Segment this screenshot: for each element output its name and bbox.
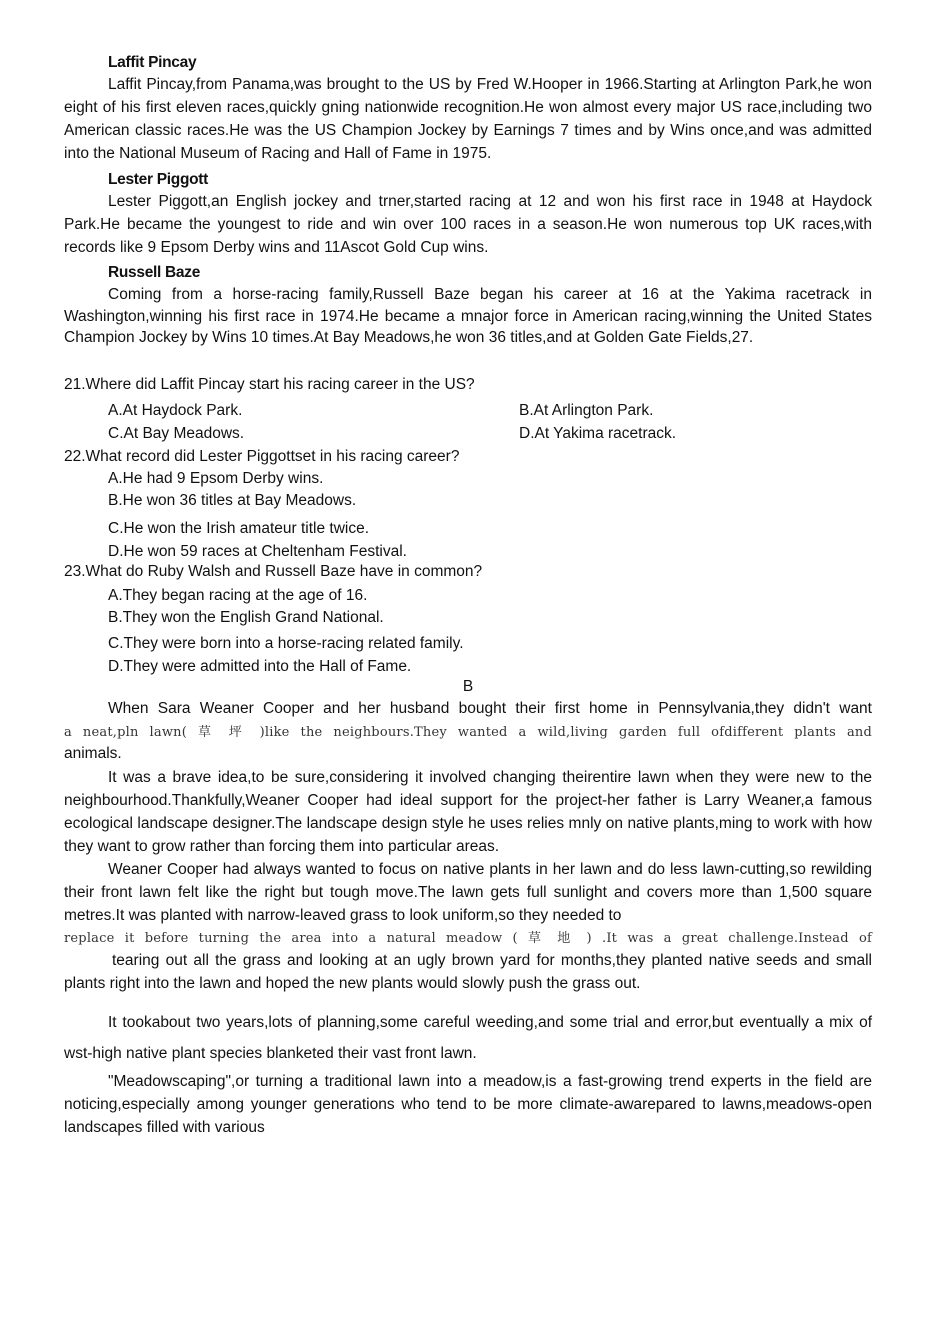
entry-heading-piggott: Lester Piggott	[108, 171, 209, 188]
passage-b-p2: It was a brave idea,to be sure,considering it involved changing theirentire lawn when they were new to the neighbourhood.Thankfully,Weaner Cooper had ideal support for the project-her father is Larry Weaner,a famous ecological landscape designer.The landscape design style he uses relies mnly on native plants,ming to work with how they want to grow rather than forcing them into particular areas.	[64, 769, 872, 855]
entry-heading-pincay: Laffit Pincay	[108, 54, 197, 71]
entry-text-piggott: Lester Piggott,an English jockey and trner,started racing at 12 and won his first race in 1948 at Haydock Park.He became the youngest to ride and win over 100 races in a season.He won numerous top UK races,with records like 9 Epsom Derby wins and 11Ascot Gold Cup wins.	[64, 193, 872, 256]
passage-b-p3-a: Weaner Cooper had always wanted to focus on native plants in her lawn and do less lawn-cutting,so rewilding their front lawn felt like the right but tough move.The lawn gets full sunlight and covers more than 1,500 square metres.It was planted with narrow-leaved grass to look uniform,so they needed to	[64, 861, 872, 924]
question-21-option-b: B.At Arlington Park.	[519, 402, 654, 419]
question-23-option-c: C.They were born into a horse-racing related family.	[108, 635, 464, 652]
question-21-option-d: D.At Yakima racetrack.	[519, 425, 677, 442]
entry-text-pincay: Laffit Pincay,from Panama,was brought to the US by Fred W.Hooper in 1966.Starting at Arlington Park,he won eight of his first eleven races,quickly gning nationwide recognition.He won almost every major US race,including two American classic races.He was the US Champion Jockey by Earnings 7 times and by Wins once,and was admitted into the National Museum of Racing and Hall of Fame in 1975.	[64, 76, 872, 162]
question-23-option-a: A.They began racing at the age of 16.	[108, 587, 368, 604]
passage-b-label: B	[462, 678, 474, 695]
question-21-options	[64, 400, 916, 445]
passage-b-p4: It tookabout two years,lots of planning,some careful weeding,and some trial and error,but eventually a mix of wst-high native plant species blanketed their vast front lawn.	[64, 1014, 872, 1062]
question-21-stem: 21.Where did Laffit Pincay start his racing career in the US?	[64, 376, 475, 393]
question-21-option-c: C.At Bay Meadows.	[108, 425, 245, 442]
question-23-option-d: D.They were admitted into the Hall of Fame.	[108, 658, 412, 675]
question-22-option-a: A.He had 9 Epsom Derby wins.	[108, 470, 324, 487]
question-21-option-a: A.At Haydock Park.	[108, 402, 243, 419]
passage-b-p1-line2: a neat,pln lawn( 草 坪 )like the neighbours.They wanted a wild,living garden full ofdifferent plants and	[64, 725, 872, 740]
question-22-stem: 22.What record did Lester Piggottset in his racing career?	[64, 448, 460, 465]
question-22-option-d: D.He won 59 races at Cheltenham Festival.	[108, 543, 407, 560]
passage-b-p1-line1: When Sara Weaner Cooper and her husband bought their first home in Pennsylvania,they didn't want	[108, 700, 872, 717]
passage-b-p3-c	[64, 949, 872, 995]
passage-b-p3-b: replace it before turning the area into a natural meadow ( 草 地 ) .It was a great challenge.Instead of	[64, 931, 872, 946]
passage-b-p3-c-text: tearing out all the grass and looking at an ugly brown yard for months,they planted native seeds and small plants right into the lawn and hoped the new plants would slowly push the grass out.	[64, 952, 872, 992]
entry-text-baze: Coming from a horse-racing family,Russell Baze began his career at 16 at the Yakima racetrack in Washington,winning his first race in 1974.He became a mnajor force in American racing,winning the United States Champion Jockey by Wins 10 times.At Bay Meadows,he won 36 titles,and at Golden Gate Fields,27.	[64, 286, 872, 346]
question-23-option-b: B.They won the English Grand National.	[108, 609, 384, 626]
passage-b-p1-line3: animals.	[64, 745, 122, 762]
question-23-stem: 23.What do Ruby Walsh and Russell Baze have in common?	[64, 563, 483, 580]
question-22-option-b: B.He won 36 titles at Bay Meadows.	[108, 492, 357, 509]
entry-heading-baze: Russell Baze	[108, 264, 201, 281]
question-22-option-c: C.He won the Irish amateur title twice.	[108, 520, 370, 537]
passage-b-p5: "Meadowscaping",or turning a traditional lawn into a meadow,is a fast-growing trend experts in the field are noticing,especially among younger generations who tend to be more climate-awarepared to lawns,meadows-open landscapes filled with various	[64, 1073, 872, 1136]
